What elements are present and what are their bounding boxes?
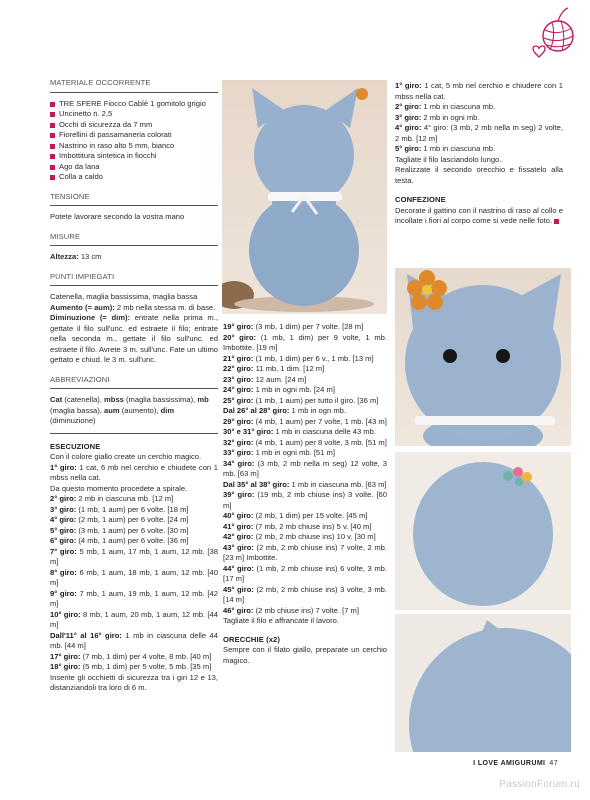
divider <box>50 245 218 246</box>
pattern-row <box>223 511 387 522</box>
ears-title: ORECCHIE (x2) <box>223 634 280 644</box>
page-footer <box>473 760 558 767</box>
row-text: 1 cat, 5 mb nel cerchio e chiudere con 1 mbss nella cat. <box>395 81 563 101</box>
row-text: 1 mb in ogn mb. <box>289 406 346 415</box>
pattern-row <box>395 165 563 186</box>
row-text: (4 mb, 1 aum) per 6 volte. [36 m] <box>76 536 189 545</box>
row-label: 3° giro: <box>50 504 77 514</box>
row-text: (2 mb, 2 mb chiuse ins) 7 volte, 2 mb. [23 m] Imbottite. <box>223 542 387 562</box>
materials-title: MATERIALE OCCORRENTE <box>50 78 151 87</box>
right-column <box>395 81 563 227</box>
pattern-row <box>50 505 218 516</box>
abbrev-term: aum <box>104 405 120 415</box>
abbrev-term: dim <box>160 405 175 415</box>
list-item: TRE SFERE Fiocco Cablé 1 gomitolo grigio <box>50 99 218 110</box>
row-text: (3 mb, 1 aum) per 6 volte. [30 m] <box>76 525 189 535</box>
row-text: (7 mb, 2 mb chiuse ins) 5 v. [40 m] <box>253 521 372 531</box>
pattern-row <box>50 484 218 495</box>
pattern-row <box>50 463 218 484</box>
list-item: Occhi di sicurezza da 7 mm <box>50 120 218 131</box>
pattern-row <box>50 652 218 663</box>
pattern-row <box>50 631 218 652</box>
page-number: 47 <box>549 760 558 767</box>
ears-intro: Sempre con il filato giallo, preparate un cerchio magico. <box>223 645 387 665</box>
row-label: 46° giro: <box>223 605 254 615</box>
conf-text <box>395 206 563 227</box>
pattern-row <box>223 396 387 407</box>
pattern-row <box>223 364 387 375</box>
materials-list <box>50 99 218 183</box>
pattern-row <box>223 585 387 606</box>
pattern-row <box>223 322 387 333</box>
row-text: 7 mb, 1 aum, 19 mb, 1 aum, 12 mb. [42 m] <box>50 588 218 608</box>
list-item: Ago da lana <box>50 162 218 173</box>
row-text: Tagliate il filo lasciandolo lungo. <box>395 154 502 164</box>
stitch-text: entrate nella prima m., gettate il filo sull'unc. ed estraete il filo; entrate nella seconda m., gettate il filo sull'unc. ed estraete il filo. Avrete 3 m. sull'unc. Fate un ultimo gettato e chiud. le 3 m. sull'unc. <box>50 313 218 364</box>
measures-label: Altezza: <box>50 252 79 261</box>
pattern-row <box>223 354 387 365</box>
divider <box>50 388 218 389</box>
row-text: 1 mb in ciascuna mb. <box>421 144 496 153</box>
abbrev-def: (aumento), <box>119 405 161 415</box>
pattern-row <box>395 113 563 124</box>
row-label: 42° giro: <box>223 532 254 541</box>
pattern-row <box>395 102 563 113</box>
pattern-row <box>50 568 218 589</box>
execution-intro: Con il colore giallo create un cerchio magico. <box>50 452 202 461</box>
row-text: (7 mb, 1 dim) per 4 volte, 8 mb. [40 m] <box>80 651 212 661</box>
row-label: 2° giro: <box>50 494 77 503</box>
row-text: (2 mb, 1 dim) per 15 volte. [45 m] <box>253 511 368 520</box>
row-text: 1 mb in ciascuna mb. <box>421 102 496 111</box>
row-text: 6 mb, 1 aum, 18 mb, 1 aum, 12 mb. [40 m] <box>50 567 218 587</box>
pattern-row <box>50 526 218 537</box>
conf-text-body: Decorate il gattino con il nastrino di raso al collo e incollate i fiori al corpo come si vede nelle foto. <box>395 205 563 225</box>
abbrev-term: mb <box>197 395 209 404</box>
pattern-row <box>223 490 387 511</box>
cat-front-illustration <box>222 80 387 314</box>
stitch-increase <box>50 303 218 314</box>
cat-head-photo <box>395 614 571 752</box>
row-text: 1 mb in ciascuna mb. [63 m] <box>289 479 387 489</box>
pattern-row <box>223 543 387 564</box>
pattern-row <box>223 406 387 417</box>
pattern-row <box>50 494 218 505</box>
divider <box>50 92 218 93</box>
pattern-row <box>50 589 218 610</box>
row-label: 5° giro: <box>395 144 422 153</box>
row-text: 1 cat, 6 mb nel cerchio e chiudete con 1 mbss nella cat. <box>50 462 218 482</box>
row-label: 7° giro: <box>50 546 77 556</box>
row-label: 39° giro: <box>223 490 255 499</box>
pattern-row <box>223 564 387 585</box>
list-item: Colla a caldo <box>50 172 218 183</box>
stitch-label: Diminuzione (= dim): <box>50 313 131 322</box>
abbrev-def: (diminuzione) <box>50 416 96 425</box>
abbrev-def: (maglia bassa), <box>50 405 105 415</box>
pattern-row <box>223 532 387 543</box>
stitches-title: PUNTI IMPIEGATI <box>50 271 115 281</box>
pattern-row <box>223 385 387 396</box>
stitches-line: Catenella, maglia bassissima, maglia bassa <box>50 292 198 301</box>
abbrev-def: (catenella), <box>62 395 105 404</box>
row-text: (2 mb, 2 mb chiuse ins) 10 v. [30 m] <box>253 532 376 541</box>
row-label: 23° giro: <box>223 374 254 384</box>
row-label: 9° giro: <box>50 588 77 598</box>
row-text: (2 mb, 2 mb chiuse ins) 3 volte, 3 mb. [14 m] <box>223 584 387 604</box>
abbrev-def: (maglia bassissima), <box>123 395 198 404</box>
row-label: 20° giro: <box>223 332 257 342</box>
row-text: (4 mb, 1 aum) per 8 volte, 3 mb. [51 m] <box>253 437 387 447</box>
list-item: Uncinetto n. 2,5 <box>50 109 218 120</box>
row-text: (3 mb, 1 dim) per 7 volte. [28 m] <box>253 322 364 331</box>
list-item: Fiorellini di passamaneria colorati <box>50 130 218 141</box>
row-label: 34° giro: <box>223 458 255 468</box>
pattern-row <box>223 427 387 438</box>
row-text: Realizzate il secondo orecchio e fissatelo alla testa. <box>395 165 563 185</box>
row-label: 6° giro: <box>50 536 77 545</box>
cat-front-photo <box>222 80 387 314</box>
middle-rows <box>223 322 387 627</box>
row-text: Inserite gli occhietti di sicurezza tra i giri 12 e 13, distanziandoli tra loro di 6 m. <box>50 672 218 692</box>
stitch-decrease <box>50 313 218 366</box>
abbrev-title: ABBREVIAZIONI <box>50 374 110 384</box>
row-label: 1° giro: <box>395 81 422 90</box>
pattern-row <box>223 333 387 354</box>
tension-text: Potete lavorare secondo la vostra mano <box>50 212 185 221</box>
pattern-row <box>223 459 387 480</box>
row-text: (19 mb, 2 mb chiuse ins) 3 volte. [60 m] <box>223 490 387 510</box>
middle-column <box>223 322 387 666</box>
row-text: (2 mb chiuse ins) 7 volte. [7 m] <box>253 605 359 615</box>
row-label: 41° giro: <box>223 521 254 531</box>
pattern-row <box>395 81 563 102</box>
pattern-row <box>395 123 563 144</box>
pattern-row <box>223 616 387 627</box>
pattern-row <box>223 606 387 617</box>
row-label: 22° giro: <box>223 364 254 373</box>
row-label: 24° giro: <box>223 385 254 394</box>
pattern-row <box>223 480 387 491</box>
row-label: 33° giro: <box>223 448 254 457</box>
row-text: (1 mb, 1 dim) per 9 volte, 1 mb. Imbottite. [19 m] <box>223 332 387 352</box>
row-text: (1 mb, 1 dim) per 6 v., 1 mb. [13 m] <box>253 353 374 363</box>
row-label: 4° giro: <box>50 515 77 524</box>
tension-title: TENSIONE <box>50 191 90 201</box>
end-square-icon <box>554 219 559 224</box>
row-label: 21° giro: <box>223 353 254 363</box>
row-label: 1° giro: <box>50 462 77 472</box>
row-text: (1 mb, 1 aum) per tutto il giro. [36 m] <box>253 395 379 405</box>
row-text: 2 mb in ogni mb. <box>421 112 480 122</box>
row-label: 44° giro: <box>223 563 254 573</box>
row-text: 1 mb in ciascuna delle 44 mb. [44 m] <box>50 630 218 650</box>
execution-rows <box>50 463 218 694</box>
cat-face-photo <box>395 268 571 446</box>
row-text: 12 aum. [24 m] <box>253 374 307 384</box>
execution-title: ESECUZIONE <box>50 441 101 451</box>
row-label: 25° giro: <box>223 395 254 405</box>
row-text: 1 mb in ciascuna delle 43 mb. <box>273 427 376 436</box>
measures-value: 13 cm <box>78 252 102 261</box>
pattern-row <box>223 448 387 459</box>
row-text: 1 mb in ogni mb. [24 m] <box>253 385 335 394</box>
cat-back-illustration <box>395 452 571 610</box>
row-text: Da questo momento procedete a spirale. <box>50 483 188 493</box>
row-label: 32° giro: <box>223 437 254 447</box>
stitch-text: 2 mb nella stessa m. di base. <box>114 302 216 312</box>
row-text: Tagliate il filo e affrancate il lavoro. <box>223 616 339 625</box>
pattern-row <box>50 515 218 526</box>
row-label: 30° e 31° giro: <box>223 427 274 436</box>
row-label: Dall'11° al 16° giro: <box>50 630 122 640</box>
row-label: 4° giro: <box>395 123 422 132</box>
row-text: (3 mb, 2 mb nella m seg) 12 volte, 3 mb. [63 m] <box>223 458 387 478</box>
row-label: 29° giro: <box>223 416 254 426</box>
row-text: (5 mb, 1 dim) per 5 volte, 5 mb. [35 m] <box>80 662 212 671</box>
row-label: 3° giro: <box>395 112 422 122</box>
row-text: 1 mb in ogni mb. [51 m] <box>253 448 335 457</box>
pattern-row <box>50 610 218 631</box>
list-item: Nastrino in raso alto 5 mm, bianco <box>50 141 218 152</box>
pattern-row <box>223 522 387 533</box>
row-label: Dal 35° al 38° giro: <box>223 479 290 489</box>
row-label: 8° giro: <box>50 567 77 577</box>
pattern-row <box>395 144 563 155</box>
pattern-row <box>223 375 387 386</box>
pattern-row <box>50 673 218 694</box>
row-text: 11 mb, 1 dim. [12 m] <box>253 364 325 373</box>
list-item: Imbottitura sintetica in fiocchi <box>50 151 218 162</box>
cat-back-photo <box>395 452 571 610</box>
stitch-label: Aumento (= aum): <box>50 302 115 312</box>
row-label: 17° giro: <box>50 651 81 661</box>
abbrev-term: mbss <box>104 395 124 404</box>
row-label: 19° giro: <box>223 322 254 331</box>
row-label: 43° giro: <box>223 542 254 552</box>
measures-text <box>50 252 218 263</box>
watermark: PassionForum.ru <box>499 779 580 790</box>
row-text: 2 mb in ciascuna mb. [12 m] <box>76 494 174 503</box>
row-label: 2° giro: <box>395 102 422 111</box>
measures-title: MISURE <box>50 231 81 241</box>
right-rows <box>395 81 563 186</box>
cat-head-illustration <box>395 614 571 752</box>
yarn-ball-heart-icon <box>528 6 582 66</box>
divider <box>50 205 218 206</box>
cat-face-illustration <box>395 268 571 446</box>
row-label: 10° giro: <box>50 609 81 619</box>
left-column <box>50 78 218 694</box>
pattern-row <box>395 155 563 166</box>
row-text: (2 mb, 1 aum) per 6 volte. [24 m] <box>76 515 189 524</box>
divider <box>50 433 218 434</box>
row-label: 40° giro: <box>223 511 254 520</box>
footer-title: I LOVE AMIGURUMI <box>473 760 546 767</box>
row-label: 45° giro: <box>223 584 254 594</box>
pattern-row <box>50 547 218 568</box>
pattern-row <box>223 438 387 449</box>
pattern-row <box>50 662 218 673</box>
row-text: (4 mb, 1 aum) per 7 volte, 1 mb. [43 m] <box>253 416 387 426</box>
row-label: 5° giro: <box>50 525 77 535</box>
row-text: 5 mb, 1 aum, 17 mb, 1 aum, 12 mb. [38 m] <box>50 546 218 566</box>
row-label: Dal 26° al 28° giro: <box>223 406 290 415</box>
conf-title: CONFEZIONE <box>395 195 446 204</box>
pattern-row <box>223 417 387 428</box>
row-text: 4° giro: (3 mb, 2 mb nella m seg) 2 volte, 2 mb. [12 m] <box>395 123 563 143</box>
row-text: (1 mb, 1 aum) per 6 volte. [18 m] <box>76 504 189 514</box>
abbrev-text <box>50 395 218 427</box>
abbrev-term: Cat <box>50 395 63 404</box>
pattern-row <box>50 536 218 547</box>
row-label: 18° giro: <box>50 662 81 671</box>
row-text: 8 mb, 1 aum, 20 mb, 1 aum, 12 mb. [44 m] <box>50 609 218 629</box>
divider <box>50 285 218 286</box>
row-text: (1 mb, 2 mb chiuse ins) 6 volte, 3 mb. [17 m] <box>223 563 387 583</box>
